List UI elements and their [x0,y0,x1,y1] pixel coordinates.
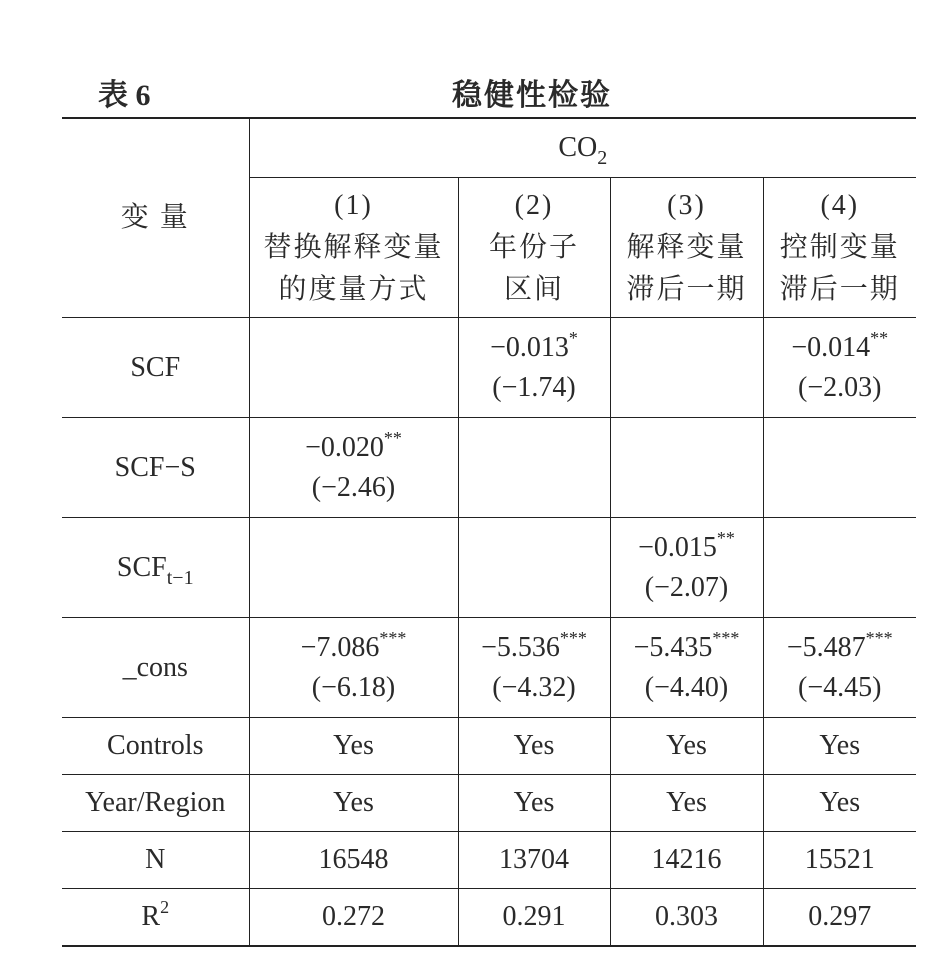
column-header-2 [458,178,610,318]
significance-stars: *** [559,627,587,648]
column-number: (3) [667,189,706,221]
row-scf [62,318,916,418]
coef-value: −0.020 [305,431,384,463]
dependent-variable-base: CO [558,132,598,163]
row-label: SCF−S [62,418,249,518]
significance-stars: * [568,327,578,348]
significance-stars: ** [870,327,889,348]
row-label: N [62,832,249,889]
t-stat: (−1.74) [492,371,576,403]
cell-value: Yes [610,775,763,832]
row-label-sub: t−1 [166,566,194,589]
cell-value: 0.272 [249,889,458,947]
cell-value: 13704 [458,832,610,889]
cell-value: Yes [763,775,916,832]
row-label: Controls [62,718,249,775]
cell-coef [249,618,458,718]
column-header-1 [249,178,458,318]
cell-coef [458,618,610,718]
cell-coef [763,618,916,718]
t-stat: (−6.18) [311,671,396,703]
cell-value: 0.297 [763,889,916,947]
row-scf-lag [62,518,916,618]
cell-value: 0.303 [610,889,763,947]
variable-header-cell [62,118,249,318]
row-label-base: R [141,901,161,932]
significance-stars: *** [712,627,740,648]
column-desc-line2: 的度量方式 [278,273,429,305]
cell-value: 0.291 [458,889,610,947]
significance-stars: ** [383,427,402,448]
row-label [62,518,249,618]
cell-coef [610,518,763,618]
table-caption [62,62,916,112]
cell-value: 15521 [763,832,916,889]
column-number: (1) [334,189,373,221]
cell-coef [458,318,610,418]
t-stat: (−2.07) [644,571,729,603]
dependent-variable-cell [249,118,916,178]
cell-empty [763,518,916,618]
cell-value: Yes [249,775,458,832]
row-year-region [62,775,916,832]
column-desc-line1: 解释变量 [626,231,747,263]
table-title: 稳健性检验 [452,79,612,112]
header-row-depvar [62,118,916,178]
table-label: 表 6 [98,79,151,112]
cell-empty [610,418,763,518]
column-desc-line1: 替换解释变量 [263,231,444,263]
column-header-4 [763,178,916,318]
cell-value: 16548 [249,832,458,889]
cell-value: Yes [458,775,610,832]
variable-header: 变 量 [120,202,190,233]
coef-value: −7.086 [300,631,380,663]
column-desc-line2: 区间 [503,273,564,305]
column-desc-line2: 滞后一期 [626,273,747,305]
column-desc-line2: 滞后一期 [779,273,900,305]
t-stat: (−2.46) [311,471,396,503]
column-header-3 [610,178,763,318]
robustness-table [62,117,916,947]
cell-value: 14216 [610,832,763,889]
coef-value: −0.014 [791,331,871,363]
cell-coef [763,318,916,418]
row-cons [62,618,916,718]
cell-value: Yes [458,718,610,775]
coef-value: −0.015 [638,531,717,563]
row-controls [62,718,916,775]
cell-empty [249,318,458,418]
coef-value: −5.435 [633,631,713,663]
row-r2 [62,889,916,947]
cell-value: Yes [249,718,458,775]
row-scf-s [62,418,916,518]
t-stat: (−2.03) [798,371,882,403]
row-label-base: SCF [116,551,167,583]
row-label-sup: 2 [160,897,170,917]
cell-empty [763,418,916,518]
coef-value: −0.013 [490,331,569,363]
cell-empty [249,518,458,618]
cell-value: Yes [610,718,763,775]
row-label: _cons [62,618,249,718]
significance-stars: *** [865,627,893,648]
significance-stars: ** [716,527,735,548]
t-stat: (−4.32) [492,671,576,703]
cell-coef [249,418,458,518]
cell-coef [610,618,763,718]
t-stat: (−4.45) [798,671,882,703]
row-label [62,889,249,947]
dependent-variable-sub: 2 [597,147,608,169]
coef-value: −5.487 [786,631,866,663]
column-number: (2) [514,189,554,221]
row-label: SCF [62,318,249,418]
row-label: Year/Region [62,775,249,832]
column-desc-line1: 控制变量 [779,231,900,263]
cell-empty [458,518,610,618]
significance-stars: *** [379,627,407,648]
cell-empty [458,418,610,518]
column-number: (4) [820,189,860,221]
coef-value: −5.536 [481,631,560,663]
column-desc-line1: 年份子 [488,231,579,263]
t-stat: (−4.40) [644,671,729,703]
cell-empty [610,318,763,418]
row-n [62,832,916,889]
cell-value: Yes [763,718,916,775]
